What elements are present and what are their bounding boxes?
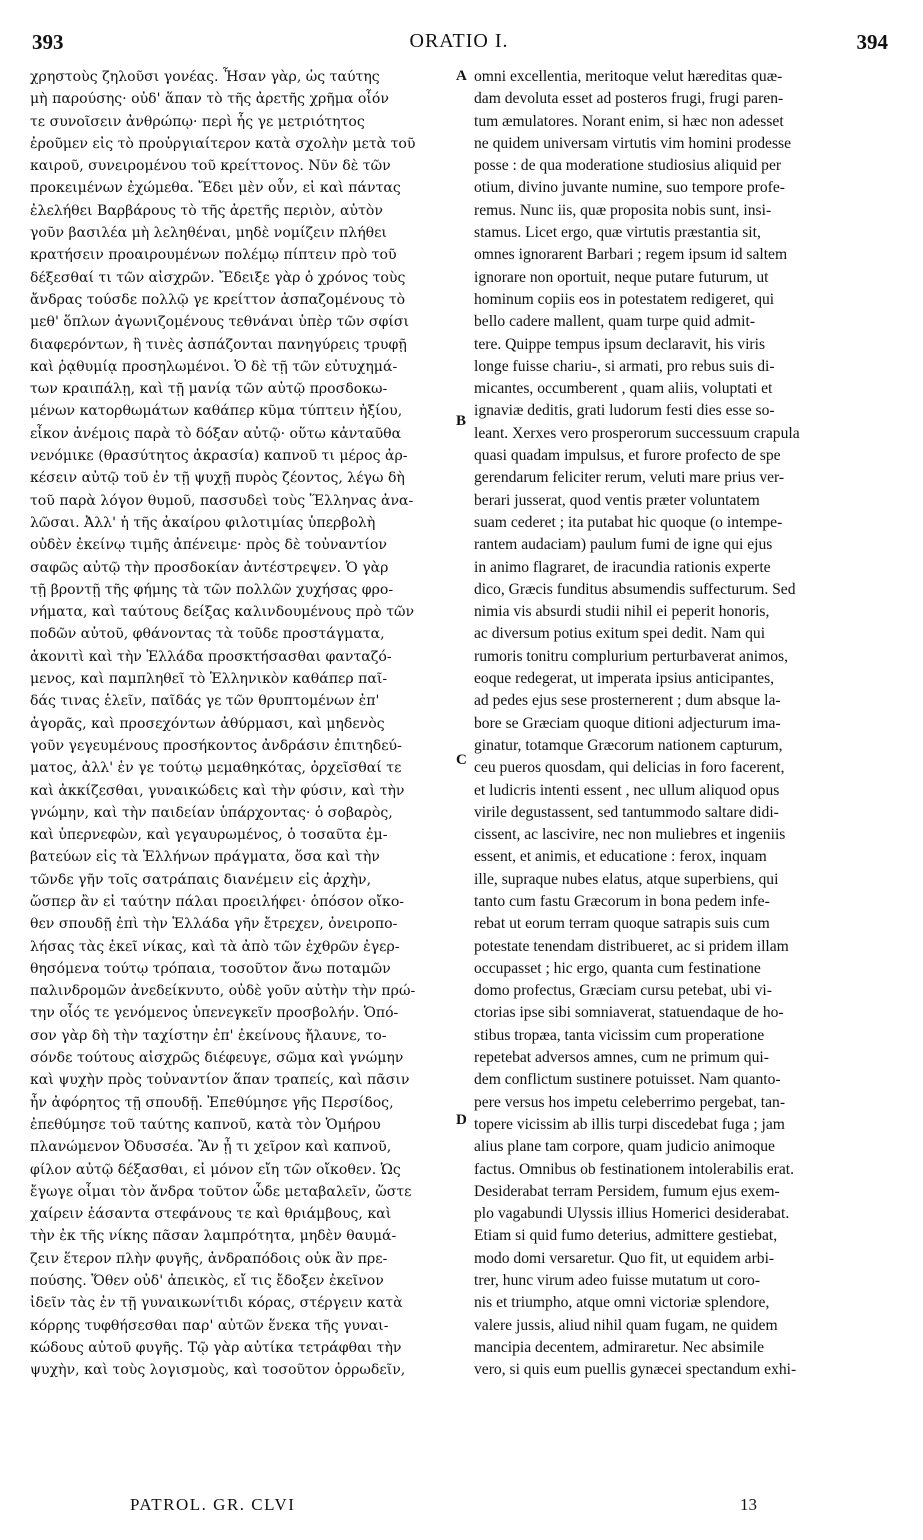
text-line: leant. Xerxes vero prosperorum successuum crapula (474, 424, 800, 442)
text-line: λήσας τὰς ἐκεῖ νίκας, καὶ τὰ ἀπὸ τῶν ἐχθρῶν ἐγερ- (30, 938, 400, 955)
text-line: ginatur, totamque Græcorum nationem capturum, (474, 736, 783, 754)
text-line: ἐροῦμεν εἰς τὸ προὐργιαίτερον κατὰ σχολὴν μετὰ τοῦ (30, 135, 416, 152)
margin-marker-a: A (456, 68, 467, 84)
text-line: tanto cum fastu Græcorum in bona pedem infe- (474, 892, 770, 910)
text-line: bore se Græciam quoque ditioni adjecturum ima- (474, 714, 781, 732)
text-line: μὴ παρούσης· οὐδ' ἅπαν τὸ τῆς ἀρετῆς χρῆμα οἷόν (30, 91, 389, 108)
text-line: essent, et animis, et educatione : ferox, inquam (474, 848, 767, 866)
text-line: ἄνδρας τούσδε πολλῷ γε κρείττον ἀσπαζομένους τὸ (30, 291, 406, 308)
text-line: suam cederet ; ita putabat hic quoque (o intempe- (474, 513, 783, 531)
footer-signature: 13 (740, 1495, 757, 1514)
text-line: δέξεσθαί τι τῶν αἰσχρῶν. Ἔδειξε γὰρ ὁ χρόνος τοὺς (30, 269, 406, 286)
text-line: omnes ignorarent Barbari ; regem ipsum id saltem (474, 246, 788, 264)
text-line: domo profectus, Græciam cursu petebat, ubi vi- (474, 982, 772, 1000)
text-line: posse : de qua moderatione studiosius aliquid per (474, 157, 782, 175)
text-line: nis et triumpho, atque omni victoriæ splendore, (474, 1294, 770, 1312)
text-line: σαφῶς αὐτῷ τὴν προσδοκίαν ἀντέστρεψεν. Ὁ γὰρ (30, 559, 389, 576)
text-line: μένων κατορθωμάτων καθάπερ κῦμα τύπτειν ἠξίου, (30, 403, 403, 420)
text-line: τῶνδε γῆν τοῖς σατράπαις διανέμειν εἰς ἀρχὴν, (30, 871, 372, 888)
text-line: τοῦ παρὰ λόγον θυμοῦ, πασσυδεὶ τοὺς Ἕλληνας ἀνα- (30, 492, 414, 509)
margin-marker-b: B (456, 413, 467, 429)
text-line: Desiderabat terram Persidem, fumum ejus exem- (474, 1182, 780, 1200)
text-line: ἐπεθύμησε τοῦ ταύτης καπνοῦ, κατὰ τὸν Ὁμήρου (30, 1116, 381, 1133)
text-line: ματος, ἀλλ' ἐν γε τούτῳ μεμαθηκότας, ὀρχεῖσθαί τε (30, 760, 402, 777)
text-line: tere. Quippe tempus ipsum declaravit, his viris (474, 335, 766, 353)
text-line: νήματα, καὶ ταύτους δείξας καλινδουμένους πρὸ τῶν (30, 604, 415, 621)
text-line: γοῦν βασιλέα μὴ λεληθέναι, μηδὲ νομίζειν πλήθει (30, 225, 387, 242)
text-line: otium, divino juvante numine, suo tempore profe- (474, 179, 785, 197)
text-line: trer, hunc virum adeo fuisse mutatum ut coro- (474, 1272, 761, 1290)
text-line: ille, supraque nubes elatus, atque superbiens, qui (474, 870, 779, 888)
text-line: ἀκονιτὶ καὶ τὴν Ἑλλάδα προσκτήσασθαι φανταζό- (30, 648, 392, 665)
text-line: καὶ ἀκκίζεσθαι, γυναικώδεις καὶ τὴν φύσιν, καὶ τὴν (30, 782, 405, 799)
greek-text-column (30, 66, 455, 1382)
text-line: ἀγορᾶς, καὶ προσεχόντων ἀθύρμασι, καὶ μηδενὸς (30, 715, 385, 732)
text-line: rantem audaciam) paulum fumi de igne qui ejus (474, 536, 773, 554)
text-line: cissent, ac lascivire, nec non muliebres et ingeniis (474, 826, 786, 844)
text-line: ὥσπερ ἂν εἰ ταύτην πάλαι προειλήφει· ὁπόσον οἴκο- (30, 893, 405, 910)
text-line: longe fuisse chariu-, si armati, pro rebus suis di- (474, 357, 775, 375)
text-line: Etiam si quid fumo deterius, admittere gestiebat, (474, 1227, 778, 1245)
text-line: eoque redegerat, ut imperata ipsius anticipantes, (474, 670, 775, 688)
text-line: πλανώμενον Ὀδυσσέα. Ἂν ᾖ τι χεῖρον καὶ καπνοῦ, (30, 1139, 392, 1156)
text-line: ctorias ipse sibi somniaverat, statuendaque de ho- (474, 1004, 784, 1022)
text-line: μενος, καὶ παμπληθεῖ τὸ Ἑλληνικὸν καθάπερ παῖ- (30, 671, 388, 688)
text-line: γοῦν γεγευμένους προσήκοντος ἀνδράσιν ἐπιτηδεύ- (30, 737, 402, 754)
text-line: pere versus hos impetu celeberrimo pergebat, tan- (474, 1093, 786, 1111)
text-line: ἰδεῖν τὰς ἐν τῇ γυναικωνίτιδι κόρας, στέργειν κατὰ (30, 1295, 403, 1312)
text-line: dam devoluta esset ad posteros frugi, frugi paren- (474, 90, 784, 108)
text-line: γνώμην, καὶ τὴν παιδείαν ὑπάρχοντας· ὁ σοβαρὸς, (30, 804, 393, 821)
text-line: plo vagabundi Ulyssis illius Homerici desiderabat. (474, 1205, 790, 1223)
text-line: κρατήσειν προαιρουμένων πολέμῳ πίπτειν πρὸ τοῦ (30, 247, 397, 264)
page-header (28, 30, 890, 60)
text-line: σον γὰρ δὴ τὴν ταχίστην ἐπ' ἐκείνους ἤλαυνε, το- (30, 1027, 387, 1044)
text-line: rebat ut eorum terram quoque satrapis suis cum (474, 915, 770, 933)
text-line: vero, si quis eum puellis gynæcei spectandum exhi- (474, 1361, 797, 1379)
text-line: tum æmulatores. Norant enim, si hæc non adesset (474, 112, 784, 130)
text-line: rumoris tonitru complurium perturbaverat animos, (474, 647, 788, 665)
text-line: topere vicissim ab illis turpi discedebat fuga ; jam (474, 1115, 785, 1133)
text-line: stibus tropæa, tanta vicissim cum properatione (474, 1026, 765, 1044)
text-line: μεθ' ὅπλων ἀγωνιζομένους τεθνάναι ὑπὲρ τῶν σφίσι (30, 314, 410, 331)
text-line: alius plane tam corpore, quam judicio animoque (474, 1138, 775, 1156)
text-line: virile degustassent, sed tantummodo saltare didi- (474, 803, 779, 821)
text-line: τῇ βροντῇ τῆς φήμης τὰ τῶν πολλῶν χυχήσας φρο- (30, 581, 394, 598)
text-line: κώδους αὐτοῦ φυγῆς. Τῷ γὰρ αὐτίκα τετράφθαι τὴν (30, 1339, 402, 1356)
text-line: θησόμενα τούτῳ τρόπαια, τοσοῦτον ἄνω ποταμῶν (30, 960, 391, 977)
text-line: νενόμικε (θρασύτητος ἀκρασία) καπνοῦ τι μέρος ἀρ- (30, 448, 408, 465)
text-line: λῶσαι. Ἀλλ' ἡ τῆς ἀκαίρου φιλοτιμίας ὑπερβολὴ (30, 514, 376, 531)
text-line: stamus. Licet ergo, quæ virtutis præstantia sit, (474, 224, 761, 242)
page-number-left: 393 (32, 30, 64, 54)
text-line: ac diversum potius exitum spei dedit. Nam qui (474, 625, 766, 643)
text-line: δάς τινας ἑλεῖν, παῖδάς γε τῶν θρυπτομένων ἐπ' (30, 693, 380, 710)
text-line: καὶ ψυχὴν πρὸς τοὐναντίον ἅπαν τραπείς, καὶ πᾶσιν (30, 1072, 410, 1089)
text-line: micantes, occumberent , quam aliis, voluptati et (474, 380, 773, 398)
text-line: ad pedes ejus sese prosternerent ; dum absque la- (474, 692, 781, 710)
text-line: τε συνοῖσειν ἀνθρώπῳ· περὶ ἧς γε μετριότητος (30, 113, 365, 130)
text-line: κόρρης τυφθήσεσθαι παρ' αὐτῶν ἕνεκα τῆς γυναι- (30, 1317, 389, 1334)
text-line: hominum copiis eos in potestatem redigeret, qui (474, 290, 775, 308)
text-line: ne quidem universam virtutis vim homini prodesse (474, 134, 792, 152)
text-line: την οἷός τε γενόμενος ὑπενεγκεῖν προσβολήν. Ὁπό- (30, 1005, 399, 1022)
margin-marker-c: C (456, 752, 467, 768)
text-line: ἦν ἀφόρητος τῇ σπουδῇ. Ἐπεθύμησε γῆς Περσίδος, (30, 1094, 394, 1111)
text-line: βατεύων εἰς τὰ Ἑλλήνων πράγματα, ὅσα καὶ τὴν (30, 849, 380, 866)
text-line: potestate tenendam distribueret, ac si pridem illam (474, 937, 789, 955)
text-line: nimia vis absurdi studii nihil ei peperit honoris, (474, 603, 770, 621)
text-line: repetebat adversos amnes, cum ne primum qui- (474, 1049, 769, 1067)
text-line: berari jusserat, quod ventis præter voluntatem (474, 491, 760, 509)
text-line: θεν σπουδῇ ἐπὶ τὴν Ἑλλάδα γῆν ἔτρεχεν, ὀνειροπο- (30, 916, 398, 933)
text-line: mancipia decentem, admiraretur. Nec absimile (474, 1338, 765, 1356)
latin-text-column (474, 66, 892, 1382)
text-line: παλινδρομῶν ἀνεδείκνυτο, οὐδὲ γοῦν αὐτὴν τὴν πρώ- (30, 983, 416, 1000)
margin-marker-d: D (456, 1112, 467, 1128)
footer-series: PATROL. GR. CLVI (130, 1495, 296, 1514)
running-title: ORATIO I. (409, 30, 509, 52)
text-line: in animo flagraret, de iracundia rationis experte (474, 558, 771, 576)
text-line: εἶκον ἀνέμοις παρὰ τὸ δόξαν αὐτῷ· οὕτω κἀνταῦθα (30, 425, 402, 442)
text-line: ignaviæ deditis, grati ludorum festi dies esse so- (474, 402, 775, 420)
text-line: φίλον αὐτῷ δέξασθαι, εἰ μόνον εἴη τῶν οἴκοθεν. Ὡς (30, 1161, 401, 1178)
text-line: σόνδε τούτους αἰσχρῶς διέφευγε, σῶμα καὶ γνώμην (30, 1050, 404, 1067)
text-line: dico, Græcis funditus absumendis suffecturum. Sed (474, 580, 796, 598)
text-line: bello cadere mallent, quam turpe quid admit- (474, 313, 756, 331)
text-line: κέσειν αὐτῷ τοῦ ἐν τῇ ψυχῇ πυρὸς ζέοντος, λέγω δὴ (30, 470, 405, 487)
text-line: ποδῶν αὐτοῦ, φθάνοντας τὰ τοῦδε προστάγματα, (30, 626, 385, 643)
text-line: πούσης. Ὅθεν οὐδ' ἀπεικὸς, εἴ τις ἔδοξεν ἐκεῖνον (30, 1273, 384, 1290)
text-line: προκειμένων ἐχώμεθα. Ἔδει μὲν οὖν, εἰ καὶ πάντας (30, 180, 401, 197)
text-line: καὶ ὑπερνεφὼν, καὶ γεγαυρωμένος, ὁ τοσαῦτα ἐμ- (30, 827, 388, 844)
text-line: et ludicris intenti essent , nec ullum aliquod opus (474, 781, 780, 799)
page-number-right: 394 (856, 30, 888, 54)
text-line: omni excellentia, meritoque velut hæreditas quæ- (474, 68, 783, 85)
text-line: ψυχὴν, καὶ τοὺς λογισμοὺς, καὶ τοσοῦτον ὀρρωδεῖν, (30, 1362, 406, 1379)
text-line: valere jussis, aliud nihil quam fugam, ne quidem (474, 1316, 778, 1334)
text-line: διαφερόντων, ἢ τινὲς ἀσπάζονται πανηγύρεις τρυφῇ (30, 336, 407, 353)
text-line: ζειν ἕτερον πλὴν φυγῆς, ἀνδραπόδοις οὐκ ἂν πρε- (30, 1250, 388, 1267)
text-line: gerendarum feliciter rerum, veluti mare prius ver- (474, 469, 785, 487)
text-line: οὐδὲν ἐκείνῳ τιμῆς ἀπένειμε· πρὸς δὲ τοὐναντίον (30, 537, 387, 554)
text-line: καὶ ῥᾳθυμίᾳ προσηλωμένοι. Ὁ δὲ τῇ τῶν εὐτυχημά- (30, 358, 398, 375)
text-line: quasi quadam impulsus, et furore profecto de spe (474, 447, 781, 465)
text-line: dem conflictum sustinere potuisset. Nam quanto- (474, 1071, 781, 1089)
text-line: ἐλελήθει Βαρβάρους τὸ τῆς ἀρετῆς περιὸν, αὐτὸν (30, 202, 383, 219)
text-line: ignorare non oportuit, neque putare futurum, ut (474, 268, 769, 286)
text-line: remus. Nunc iis, quæ proposita nobis sunt, insi- (474, 201, 772, 219)
text-line: των κραιπάλῃ, καὶ τῇ μανίᾳ τῶν αὐτῷ προσδοκω- (30, 381, 388, 398)
text-line: modo domi versaretur. Quo fit, ut equidem arbi- (474, 1249, 775, 1267)
text-line: τὴν ἐκ τῆς νίκης πᾶσαν λαμπρότητα, μηδὲν θαυμά- (30, 1228, 397, 1245)
text-line: χαίρειν ἐάσαντα στεφάνους τε καὶ θριάμβους, καὶ (30, 1206, 392, 1223)
text-line: χρηστοὺς ζηλοῦσι γονέας. Ἦσαν γὰρ, ὡς ταύτης (30, 69, 380, 85)
text-line: factus. Omnibus ob festinationem intolerabilis erat. (474, 1160, 795, 1178)
text-line: καιροῦ, συνειρομένου τοῦ κρείττονος. Νῦν δὲ τῶν (30, 158, 391, 175)
text-line: occupasset ; hic ergo, quanta cum festinatione (474, 959, 761, 977)
text-line: ἔγωγε οἶμαι τὸν ἄνδρα τοῦτον ὧδε μεταβαλεῖν, ὥστε (30, 1183, 412, 1200)
text-line: ceu pueros quosdam, qui delicias in foro facerent, (474, 759, 785, 777)
